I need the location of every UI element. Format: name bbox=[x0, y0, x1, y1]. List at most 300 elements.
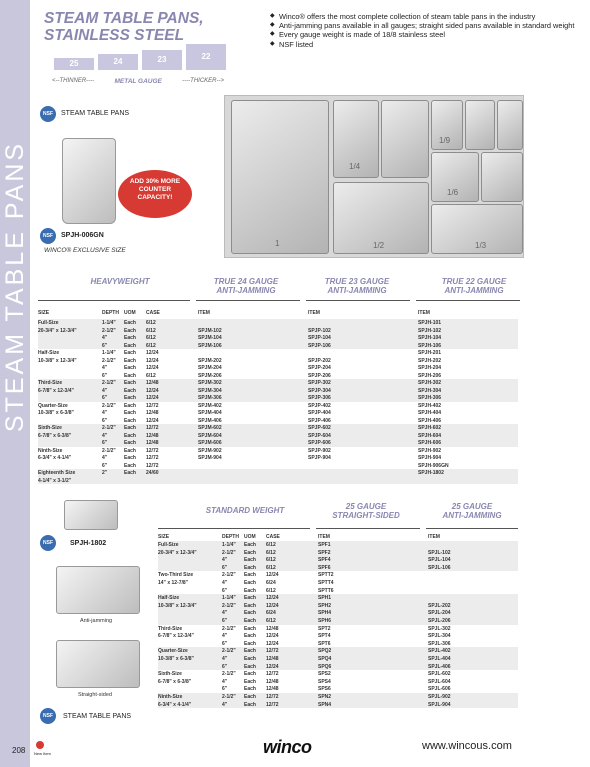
pan-size-label: 1/3 bbox=[475, 241, 487, 250]
table-cell: SPJL-602 bbox=[428, 671, 451, 678]
table-cell: 12/24 bbox=[266, 640, 279, 647]
table-cell: Each bbox=[124, 462, 136, 469]
table-cell: SPJP-406 bbox=[308, 417, 331, 424]
table-cell: 6/12 bbox=[266, 587, 276, 594]
table-cell: SPN2 bbox=[318, 694, 332, 700]
table-cell: 2-1/2" bbox=[222, 694, 236, 700]
table-cell: 6-7/8" x 6-3/8" bbox=[38, 432, 72, 439]
table-cell: 2-1/2" bbox=[102, 380, 116, 386]
table-cell: Each bbox=[244, 587, 256, 594]
col-25-anti-jamming bbox=[422, 502, 522, 520]
table-cell: SPJL-202 bbox=[428, 602, 451, 609]
table-cell: SPJL-904 bbox=[428, 701, 451, 708]
feature-item: ◆ Every gauge weight is made of 18/8 stainless steel bbox=[270, 30, 580, 39]
row-group-band bbox=[158, 647, 518, 670]
table-cell: 4-1/4" x 3-1/2" bbox=[38, 477, 72, 484]
table-cell: 6" bbox=[222, 564, 228, 571]
table-cell: SPJH-304 bbox=[418, 387, 442, 394]
capacity-badge bbox=[118, 170, 192, 218]
table-cell: 6-7/8" x 12-3/4" bbox=[158, 633, 194, 640]
divider bbox=[306, 300, 410, 301]
table-cell: SPJM-102 bbox=[198, 327, 222, 334]
table-cell: Each bbox=[244, 595, 256, 602]
table-cell: 12/24 bbox=[266, 663, 279, 670]
table-cell: SPJH-1802 bbox=[418, 470, 444, 476]
divider bbox=[196, 300, 300, 301]
nsf-text: NSF bbox=[43, 713, 53, 719]
table-cell: 12/48 bbox=[266, 686, 279, 693]
pan-image-anti-jamming bbox=[56, 566, 140, 614]
table-cell: SPJH-602 bbox=[418, 425, 442, 431]
table-cell: 2-1/2" bbox=[102, 447, 116, 454]
caption-straight-sided: Straight-sided bbox=[78, 692, 112, 698]
table-cell: SPJL-302 bbox=[428, 625, 451, 632]
table-cell: Third-Size bbox=[158, 625, 183, 632]
col-title: 25 GAUGE bbox=[451, 502, 493, 511]
pan-full bbox=[231, 100, 329, 254]
table-cell: 4" bbox=[222, 701, 228, 708]
table-cell: 4" bbox=[222, 633, 228, 640]
col-title: STANDARD WEIGHT bbox=[205, 506, 285, 515]
table-cell: SPJL-404 bbox=[428, 656, 451, 662]
table-cell: 6" bbox=[102, 395, 108, 401]
table-cell: SPS6 bbox=[318, 686, 331, 693]
table-cell: 2-1/2" bbox=[222, 549, 236, 556]
table-cell: 4" bbox=[222, 610, 228, 617]
pan-quarter bbox=[381, 100, 429, 178]
table-cell: Full-Size bbox=[158, 542, 179, 548]
table-cell: Each bbox=[244, 618, 256, 624]
table-cell: Half-Size bbox=[38, 350, 60, 356]
table-cell: SPJL-102 bbox=[428, 549, 451, 556]
steam-table-pans-label: STEAM TABLE PANS bbox=[63, 713, 132, 720]
badge-line: CAPACITY! bbox=[137, 194, 173, 201]
table-cell: SPJP-202 bbox=[308, 357, 331, 364]
table-cell: 12/24 bbox=[266, 633, 279, 640]
metal-gauge-label: METAL GAUGE bbox=[114, 77, 162, 85]
table-cell: 12/24 bbox=[146, 357, 159, 364]
pan-ninth bbox=[465, 100, 495, 150]
table-cell: 12/48 bbox=[146, 432, 159, 439]
table-cell: SPJP-102 bbox=[308, 327, 331, 334]
header-item: ITEM bbox=[418, 310, 430, 316]
header-uom: UOM bbox=[124, 310, 136, 316]
gauge-label-25: 25 bbox=[69, 59, 79, 68]
table-cell: SPTT4 bbox=[318, 580, 334, 586]
table-cell: 6" bbox=[102, 342, 108, 349]
table-cell: Each bbox=[124, 342, 136, 349]
table-cell: Each bbox=[124, 440, 136, 446]
table-cell: Quarter-Size bbox=[158, 648, 188, 655]
table-cell: 6/12 bbox=[266, 542, 276, 548]
table-cell: SPJP-306 bbox=[308, 395, 331, 401]
table-cell: 12/72 bbox=[146, 402, 159, 409]
feature-item: ◆ NSF listed bbox=[270, 40, 580, 49]
col-standard-weight bbox=[180, 506, 310, 515]
table-cell: SPJM-206 bbox=[198, 372, 222, 379]
table-cell: 6/24 bbox=[266, 580, 276, 586]
table-cell: Each bbox=[124, 365, 136, 371]
table-cell: Each bbox=[244, 633, 256, 640]
table-cell: 2-1/2" bbox=[102, 425, 116, 431]
table-cell: 1-1/4" bbox=[222, 542, 236, 548]
title-line-1: STEAM TABLE PANS, bbox=[44, 10, 204, 27]
table-cell: SPH4 bbox=[318, 610, 332, 617]
table-cell: Each bbox=[244, 580, 256, 586]
table-cell: SPQ6 bbox=[318, 663, 332, 670]
table-cell: 6/12 bbox=[146, 327, 156, 334]
col-title: ANTI-JAMMING bbox=[327, 286, 387, 295]
table-cell: 10-3/8" x 6-3/8" bbox=[38, 410, 74, 416]
table-cell: SPJP-904 bbox=[308, 455, 331, 461]
divider bbox=[38, 300, 190, 301]
table-cell: SPJL-604 bbox=[428, 678, 451, 685]
table-cell: 12/24 bbox=[266, 602, 279, 609]
table-cell: 6" bbox=[102, 440, 108, 446]
header-case: CASE bbox=[266, 534, 280, 540]
table-cell: SPJH-206 bbox=[418, 372, 442, 379]
table-cell: Eighteenth Size bbox=[38, 470, 76, 476]
table-cell: SPJM-104 bbox=[198, 335, 222, 341]
nsf-logo bbox=[40, 228, 56, 244]
nsf-logo bbox=[40, 535, 56, 551]
table-cell: 12/72 bbox=[266, 701, 279, 708]
table-cell: Each bbox=[244, 663, 256, 670]
table-cell: 6-7/8" x 12-3/4" bbox=[38, 387, 74, 394]
table-cell: Each bbox=[124, 335, 136, 341]
table-cell: 2-1/2" bbox=[222, 602, 236, 609]
winco-logo: winco bbox=[263, 737, 312, 757]
table-cell: Each bbox=[124, 455, 136, 461]
table-cell: 4" bbox=[222, 557, 228, 564]
table-cell: 10-3/8" x 12-3/4" bbox=[158, 602, 197, 609]
header-item: ITEM bbox=[198, 310, 210, 316]
table-cell: 6/12 bbox=[146, 320, 156, 326]
table-cell: 2-1/2" bbox=[102, 357, 116, 364]
table-cell: SPTT6 bbox=[318, 587, 334, 594]
col-title: 25 GAUGE bbox=[345, 502, 387, 511]
table-cell: 12/72 bbox=[266, 694, 279, 700]
pan-assortment-photo bbox=[224, 95, 524, 258]
table-cell: 12/72 bbox=[146, 455, 159, 461]
table-cell: SPF1 bbox=[318, 542, 331, 548]
table-cell: Each bbox=[244, 671, 256, 678]
table-cell: 12/72 bbox=[146, 447, 159, 454]
table-cell: 6/12 bbox=[146, 335, 156, 341]
table-cell: SPJP-302 bbox=[308, 380, 331, 386]
table-cell: Each bbox=[244, 648, 256, 655]
col-title: ANTI-JAMMING bbox=[444, 286, 504, 295]
table-cell: Each bbox=[244, 564, 256, 571]
table-cell: 6/12 bbox=[266, 557, 276, 564]
divider bbox=[426, 528, 518, 529]
table-cell: SPJP-206 bbox=[308, 372, 331, 379]
col-title: TRUE 24 GAUGE bbox=[213, 277, 279, 286]
new-item-label: New Item bbox=[34, 751, 51, 756]
table-cell: 12/72 bbox=[266, 671, 279, 678]
table-cell: SPJM-406 bbox=[198, 417, 222, 424]
table-cell: 12/48 bbox=[266, 678, 279, 685]
table-cell: 6" bbox=[102, 372, 108, 379]
table-cell: SPJL-104 bbox=[428, 557, 451, 564]
table-cell: 12/48 bbox=[266, 625, 279, 632]
table-cell: SPJH-902 bbox=[418, 447, 442, 454]
feature-item: ◆ Anti-jamming pans available in all gauges; straight sided pans available in standard weight bbox=[270, 21, 580, 30]
table-cell: Ninth-Size bbox=[38, 447, 63, 454]
table-cell: 12/48 bbox=[146, 380, 159, 386]
table-cell: 4" bbox=[222, 580, 228, 586]
table-cell: 6-7/8" x 6-3/8" bbox=[158, 678, 192, 685]
table-cell: SPJP-402 bbox=[308, 402, 331, 409]
table-cell: 6-3/4" x 4-1/4" bbox=[158, 701, 192, 708]
pan-size-label: 1 bbox=[275, 239, 280, 248]
website-url: www.wincous.com bbox=[422, 740, 512, 752]
table-cell: SPJL-204 bbox=[428, 610, 451, 617]
nsf-logo bbox=[40, 106, 56, 122]
row-group-band bbox=[158, 541, 518, 571]
table-cell: SPJH-101 bbox=[418, 320, 442, 326]
table-cell: 6/24 bbox=[266, 610, 276, 617]
table-cell: SPT4 bbox=[318, 633, 331, 640]
table-cell: 6/12 bbox=[266, 549, 276, 556]
table-cell: 6/12 bbox=[146, 372, 156, 379]
table-cell: 4" bbox=[102, 365, 108, 371]
table-cell: SPJM-604 bbox=[198, 432, 222, 439]
table-cell: Third-Size bbox=[38, 380, 63, 386]
col-true-23 bbox=[307, 277, 407, 295]
table-cell: SPJM-304 bbox=[198, 387, 222, 394]
table-cell: SPJH-302 bbox=[418, 380, 442, 386]
table-cell: 6" bbox=[102, 462, 108, 469]
table-cell: Each bbox=[244, 686, 256, 693]
table-cell: 24/60 bbox=[146, 470, 159, 476]
pan-sixth bbox=[481, 152, 523, 202]
title-line-2: STAINLESS STEEL bbox=[44, 27, 185, 44]
table-cell: 6" bbox=[222, 686, 228, 693]
table-cell: SPJL-306 bbox=[428, 640, 451, 647]
table-cell: SPJH-106 bbox=[418, 342, 442, 349]
table-cell: Each bbox=[244, 625, 256, 632]
table-cell: 6-3/4" x 4-1/4" bbox=[38, 455, 72, 461]
table-cell: SPT6 bbox=[318, 640, 331, 647]
table-cell: SPJM-606 bbox=[198, 440, 222, 446]
table-cell: SPJM-204 bbox=[198, 365, 222, 371]
table-cell: 12/48 bbox=[266, 656, 279, 662]
table-cell: Each bbox=[244, 542, 256, 548]
table-cell: SPS4 bbox=[318, 678, 331, 685]
table-cell: 4" bbox=[102, 455, 108, 461]
table-cell: 6/12 bbox=[146, 342, 156, 349]
table-cell: SPJH-104 bbox=[418, 335, 442, 341]
nsf-text: NSF bbox=[43, 540, 53, 546]
table-cell: Each bbox=[124, 350, 136, 356]
table-cell: 4" bbox=[102, 410, 108, 416]
table-cell: Each bbox=[244, 610, 256, 617]
table-cell: Half-Size bbox=[158, 595, 180, 602]
table-cell: SPF6 bbox=[318, 564, 331, 571]
table-cell: Each bbox=[244, 557, 256, 564]
table-cell: SPJP-106 bbox=[308, 342, 331, 349]
pan-image-straight-sided bbox=[56, 640, 140, 688]
table-cell: Each bbox=[124, 380, 136, 386]
gauge-label-22: 22 bbox=[201, 52, 211, 61]
table-cell: SPJM-902 bbox=[198, 447, 222, 454]
col-true-22 bbox=[424, 277, 524, 295]
col-title: ANTI-JAMMING bbox=[442, 511, 502, 520]
table-cell: 20-3/4" x 12-3/4" bbox=[38, 327, 77, 334]
table-cell: SPJP-602 bbox=[308, 425, 331, 431]
pan-image-eighteenth bbox=[64, 500, 118, 530]
header-item: ITEM bbox=[318, 534, 330, 540]
page-number: 208 bbox=[12, 746, 26, 755]
table-cell: Quarter-Size bbox=[38, 402, 68, 409]
table-cell: Each bbox=[244, 656, 256, 662]
table-cell: SPJM-402 bbox=[198, 402, 222, 409]
col-title: HEAVYWEIGHT bbox=[90, 277, 150, 286]
table-cell: SPJH-102 bbox=[418, 327, 442, 334]
table-cell: Each bbox=[124, 410, 136, 416]
table-cell: Each bbox=[124, 417, 136, 424]
header-uom: UOM bbox=[244, 534, 256, 540]
vertical-title-text: STEAM TABLE PANS bbox=[1, 140, 30, 432]
gauge-label-24: 24 bbox=[113, 57, 123, 66]
table-cell: 10-3/8" x 6-3/8" bbox=[158, 656, 194, 662]
table-cell: SPJL-304 bbox=[428, 633, 451, 640]
header-item: ITEM bbox=[428, 534, 440, 540]
divider bbox=[158, 528, 310, 529]
table-cell: SPF4 bbox=[318, 557, 331, 564]
table-cell: Ninth-Size bbox=[158, 694, 183, 700]
table-cell: SPJH-906GN bbox=[418, 462, 449, 469]
table-cell: SPJL-406 bbox=[428, 663, 451, 670]
table-cell: SPJH-306 bbox=[418, 395, 442, 401]
table-cell: Each bbox=[244, 694, 256, 700]
table-cell: SPJM-904 bbox=[198, 455, 222, 461]
table-cell: SPN4 bbox=[318, 701, 332, 708]
divider bbox=[316, 528, 420, 529]
nsf-text: NSF bbox=[43, 111, 53, 117]
table-cell: 12/72 bbox=[266, 648, 279, 655]
table-cell: 12/24 bbox=[266, 572, 279, 579]
table-cell: SPJH-402 bbox=[418, 402, 442, 409]
table-cell: SPJH-404 bbox=[418, 410, 442, 416]
table-cell: SPJP-604 bbox=[308, 432, 331, 439]
header-item: ITEM bbox=[308, 310, 320, 316]
table-cell: 12/72 bbox=[146, 425, 159, 431]
table-cell: SPJH-202 bbox=[418, 357, 442, 364]
table-cell: 6" bbox=[222, 663, 228, 670]
table-cell: Each bbox=[124, 387, 136, 394]
heavyweight-table bbox=[38, 300, 518, 490]
table-cell: 12/24 bbox=[146, 387, 159, 394]
gauge-bar-25 bbox=[54, 58, 94, 70]
badge-line: COUNTER bbox=[138, 186, 172, 193]
table-cell: 4" bbox=[102, 335, 108, 341]
table-cell: SPJL-402 bbox=[428, 648, 451, 655]
pan-size-label: 1/9 bbox=[439, 136, 451, 145]
table-cell: SPS2 bbox=[318, 671, 331, 678]
table-cell: 2-1/2" bbox=[222, 671, 236, 678]
header-size: SIZE bbox=[158, 534, 170, 540]
table-cell: Sixth-Size bbox=[158, 671, 182, 678]
divider bbox=[416, 300, 520, 301]
table-cell: 2-1/2" bbox=[102, 327, 116, 334]
table-cell: Each bbox=[244, 602, 256, 609]
table-cell: SPJP-104 bbox=[308, 335, 331, 341]
gauge-bar-24 bbox=[98, 54, 138, 70]
table-cell: SPJM-602 bbox=[198, 425, 222, 431]
table-cell: Each bbox=[124, 395, 136, 401]
new-item-icon bbox=[36, 741, 44, 749]
col-title: ANTI-JAMMING bbox=[216, 286, 276, 295]
row-group-band bbox=[158, 693, 518, 708]
table-cell: 2-1/2" bbox=[102, 402, 116, 409]
header-depth: DEPTH bbox=[102, 310, 119, 316]
table-cell: 4" bbox=[102, 432, 108, 439]
steam-table-pans-label: STEAM TABLE PANS bbox=[61, 110, 130, 117]
feature-list bbox=[270, 12, 580, 49]
gauge-bar-22 bbox=[186, 44, 226, 70]
gauge-bar-23 bbox=[142, 50, 182, 70]
table-cell: Each bbox=[244, 678, 256, 685]
table-cell: Each bbox=[124, 327, 136, 334]
table-cell: SPJP-606 bbox=[308, 440, 331, 446]
table-cell: SPJP-902 bbox=[308, 447, 331, 454]
product-code: SPJH-1802 bbox=[70, 540, 107, 547]
thicker-label: ----THICKER--> bbox=[182, 78, 224, 84]
table-cell: 12/48 bbox=[146, 440, 159, 446]
table-cell: SPJH-606 bbox=[418, 440, 442, 446]
table-cell: Two-Third Size bbox=[158, 572, 194, 579]
table-cell: SPJH-904 bbox=[418, 455, 442, 461]
table-cell: 6" bbox=[102, 417, 108, 424]
col-title: STRAIGHT-SIDED bbox=[332, 511, 400, 520]
nsf-text: NSF bbox=[43, 233, 53, 239]
table-cell: SPJL-106 bbox=[428, 564, 451, 571]
table-cell: 6" bbox=[222, 640, 228, 647]
table-cell: 12/24 bbox=[146, 395, 159, 401]
table-cell: 4" bbox=[222, 678, 228, 685]
header-case: CASE bbox=[146, 310, 160, 316]
table-cell: SPH6 bbox=[318, 618, 332, 624]
table-cell: 6" bbox=[222, 587, 228, 594]
row-group-band bbox=[158, 594, 518, 624]
table-cell: 2" bbox=[102, 470, 108, 476]
col-25-straight bbox=[316, 502, 416, 520]
table-cell: 12/48 bbox=[146, 410, 159, 416]
table-cell: Each bbox=[124, 447, 136, 454]
table-cell: 20-3/4" x 12-3/4" bbox=[158, 549, 197, 556]
product-code: SPJH-006GN bbox=[61, 232, 104, 239]
table-cell: SPTT2 bbox=[318, 572, 334, 579]
table-cell: Each bbox=[124, 470, 136, 476]
table-cell: Each bbox=[124, 402, 136, 409]
pan-size-label: 1/6 bbox=[447, 188, 459, 197]
table-cell: 12/24 bbox=[266, 595, 279, 602]
table-cell: Each bbox=[124, 425, 136, 431]
standard-weight-table bbox=[158, 528, 518, 718]
exclusive-size-note: WINCO® EXCLUSIVE SIZE bbox=[44, 247, 126, 254]
feature-item: ◆ Winco® offers the most complete collection of steam table pans in the industry bbox=[270, 12, 580, 21]
caption-anti-jamming: Anti-jamming bbox=[80, 618, 113, 624]
table-cell: SPJL-206 bbox=[428, 618, 451, 624]
pan-ninth bbox=[497, 100, 523, 150]
table-cell: SPJM-106 bbox=[198, 342, 222, 349]
table-cell: SPJP-404 bbox=[308, 410, 331, 416]
table-cell: SPJL-606 bbox=[428, 686, 451, 693]
table-cell: 14" x 12-7/8" bbox=[158, 580, 189, 586]
thinner-label: <--THINNER---- bbox=[52, 78, 95, 84]
